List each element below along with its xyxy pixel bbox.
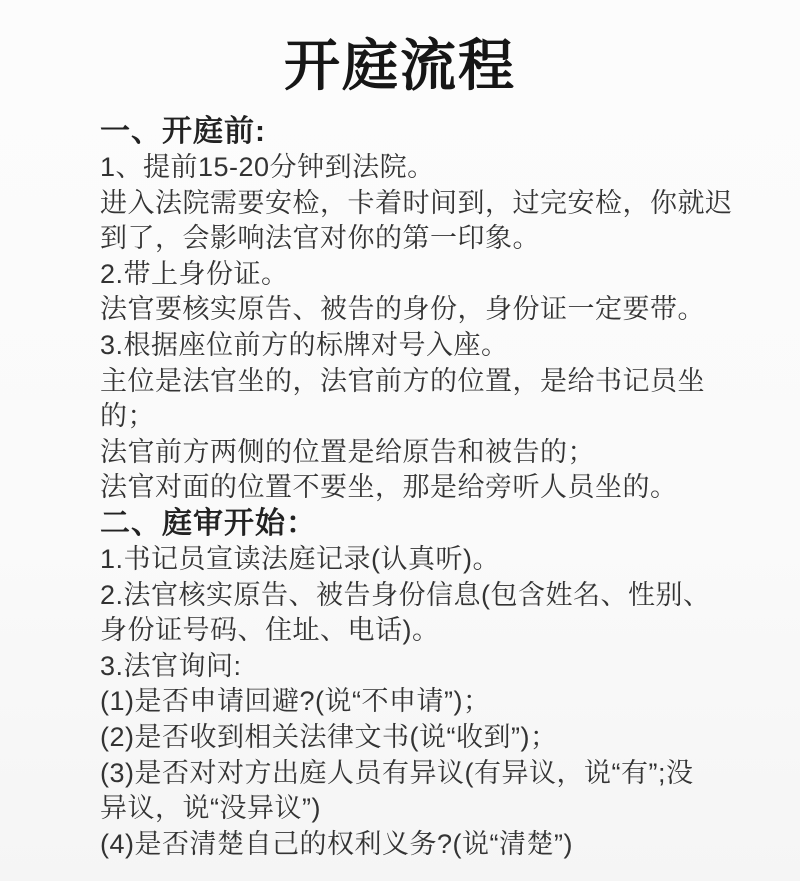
text-line: 3.法官询问: bbox=[100, 650, 242, 681]
text-line: 2.法官核实原告、被告身份信息(包含姓名、性别、 bbox=[100, 579, 711, 610]
text-line: (1)是否申请回避?(说“不申请”)； bbox=[100, 686, 491, 717]
text-line: 1、提前15-20分钟到法院。 bbox=[100, 152, 435, 182]
section-1-heading: 一、开庭前: bbox=[100, 115, 266, 148]
text-line: 主位是法官坐的，法官前方的位置，是给书记员坐 bbox=[100, 365, 705, 396]
text-line: 到了，会影响法官对你的第一印象。 bbox=[100, 223, 540, 254]
text-line: 进入法院需要安检，卡着时间到，过完安检，你就迟 bbox=[100, 187, 733, 218]
text-line: (3)是否对对方出庭人员有异议(有异议，说“有”;没 bbox=[100, 757, 694, 788]
text-line: 异议，说“没异议”) bbox=[100, 793, 321, 824]
text-line: 的； bbox=[100, 401, 155, 432]
section-2-heading: 二、庭审开始： bbox=[100, 506, 317, 540]
text-line: 法官要核实原告、被告的身份，身份证一定要带。 bbox=[100, 294, 705, 325]
page-title: 开庭流程 bbox=[284, 34, 516, 97]
text-line: 2.带上身份证。 bbox=[100, 258, 289, 289]
text-line: 身份证号码、住址、电话)。 bbox=[100, 615, 440, 646]
text-line: 1.书记员宣读法庭记录(认真听)。 bbox=[100, 543, 500, 574]
document-body bbox=[100, 114, 760, 862]
text-line: 法官对面的位置不要坐，那是给旁听人员坐的。 bbox=[100, 472, 678, 503]
text-line: 法官前方两侧的位置是给原告和被告的； bbox=[100, 436, 595, 467]
text-line: (4)是否清楚自己的权利义务?(说“清楚”) bbox=[100, 828, 573, 859]
text-line: 3.根据座位前方的标牌对号入座。 bbox=[100, 329, 509, 360]
text-line: (2)是否收到相关法律文书(说“收到”)； bbox=[100, 721, 558, 752]
